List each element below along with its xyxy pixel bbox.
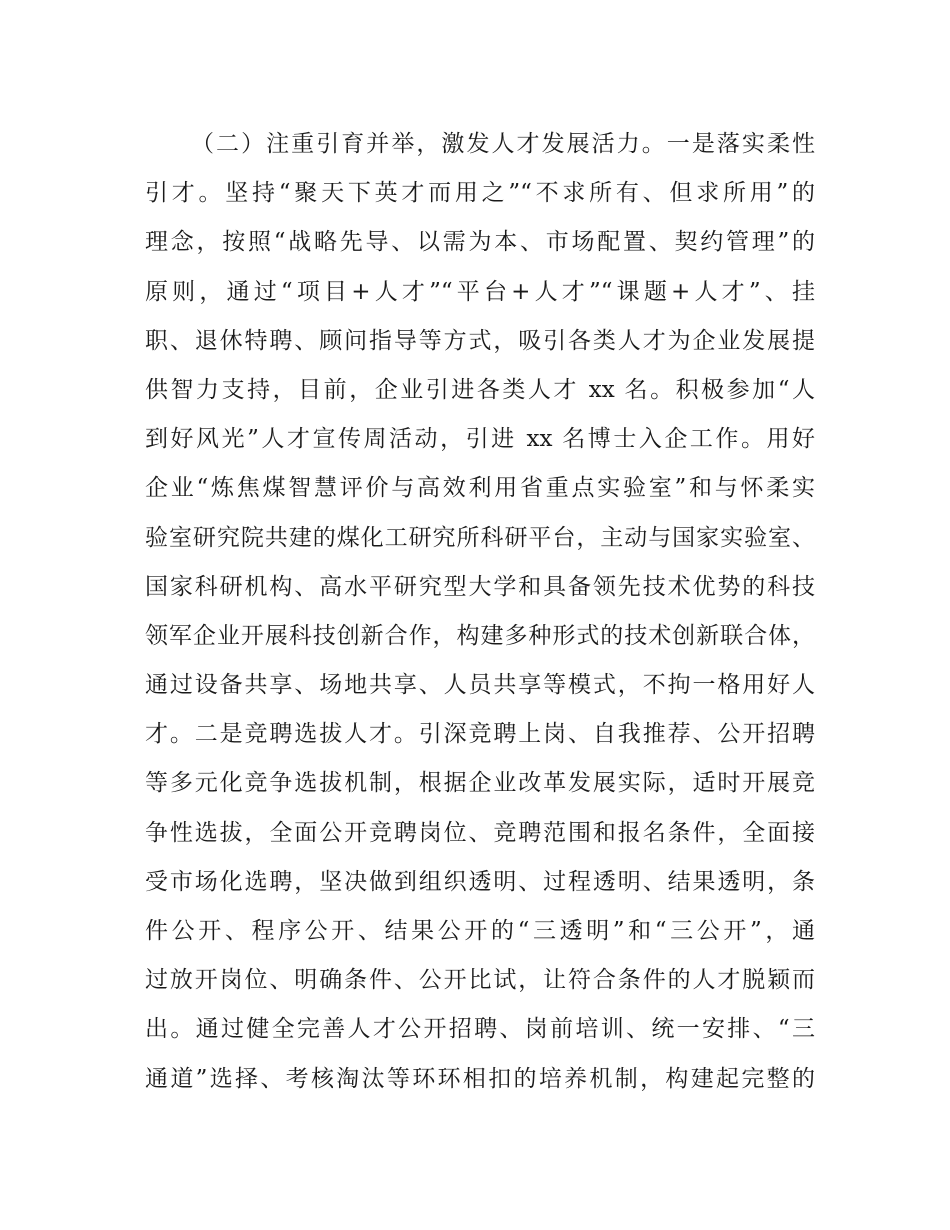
text-line: 通道”选择、考核淘汰等环环相扣的培养机制，构建起完整的 <box>145 1065 815 1092</box>
body-paragraph <box>145 124 815 1108</box>
text-line: 过放开岗位、明确条件、公开比试，让符合条件的人才脱颖而 <box>145 967 815 994</box>
text-line: 理念，按照“战略先导、以需为本、市场配置、契约管理”的 <box>145 229 815 256</box>
text-line: 通过设备共享、场地共享、人员共享等模式，不拘一格用好人 <box>145 672 815 699</box>
text-line: 国家科研机构、高水平研究型大学和具备领先技术优势的科技 <box>145 573 815 600</box>
text-line: 验室研究院共建的煤化工研究所科研平台，主动与国家实验室、 <box>145 524 815 551</box>
text-line: 企业“炼焦煤智慧评价与高效利用省重点实验室”和与怀柔实 <box>145 475 815 502</box>
text-line: 职、退休特聘、顾问指导等方式，吸引各类人才为企业发展提 <box>145 327 815 354</box>
text-line: 出。通过健全完善人才公开招聘、岗前培训、统一安排、“三 <box>145 1016 815 1043</box>
text-line: （二）注重引育并举，激发人才发展活力。一是落实柔性 <box>191 131 815 157</box>
text-line: 到好风光”人才宣传周活动，引进 xx 名博士入企工作。用好 <box>145 426 815 453</box>
text-line: 原则，通过“项目+人才”“平台+人才”“课题+人才”、挂 <box>145 278 815 305</box>
text-line: 引才。坚持“聚天下英才而用之”“不求所有、但求所用”的 <box>145 180 815 207</box>
text-line: 领军企业开展科技创新合作，构建多种形式的技术创新联合体， <box>145 622 815 649</box>
text-line: 争性选拔，全面公开竞聘岗位、竞聘范围和报名条件，全面接 <box>145 819 815 846</box>
text-line: 等多元化竞争选拔机制，根据企业改革发展实际，适时开展竞 <box>145 770 815 797</box>
text-line: 供智力支持，目前，企业引进各类人才 xx 名。积极参加“人 <box>145 376 815 403</box>
text-line: 才。二是竞聘选拔人才。引深竞聘上岗、自我推荐、公开招聘 <box>145 721 815 748</box>
text-line: 受市场化选聘，坚决做到组织透明、过程透明、结果透明，条 <box>145 868 815 895</box>
text-line: 件公开、程序公开、结果公开的“三透明”和“三公开”，通 <box>145 918 815 944</box>
